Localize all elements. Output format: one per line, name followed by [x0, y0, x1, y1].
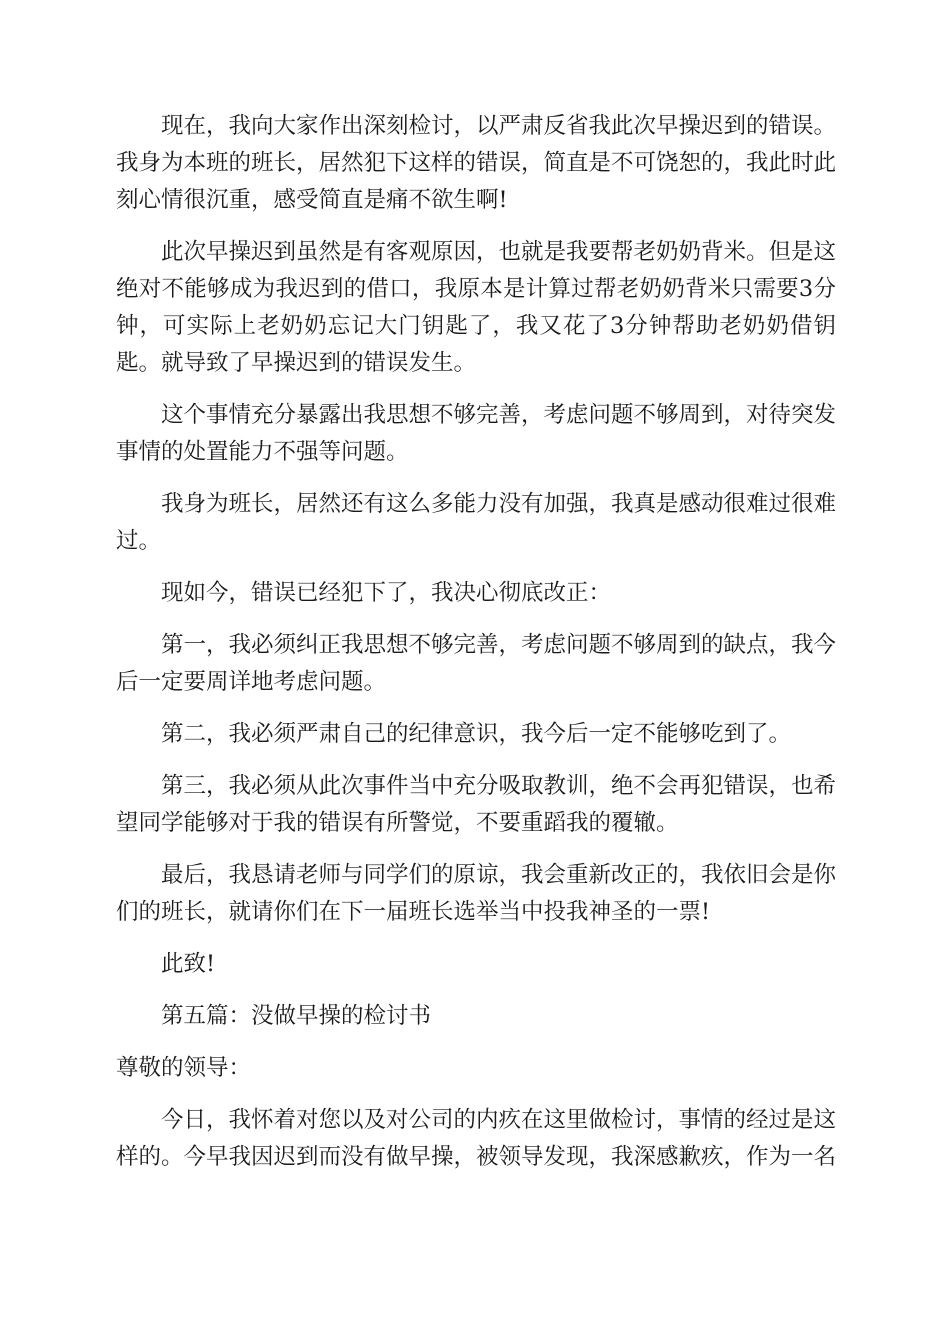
section-heading: 第五篇：没做早操的检讨书	[161, 1003, 432, 1029]
paragraph-resolve: 现如今，错误已经犯下了，我决心彻底改正：	[161, 580, 612, 606]
paragraph-point-one: 第一，我必须纠正我思想不够完善，考虑问题不够周到的缺点，我今后一定要周详地考虑问题。	[116, 632, 837, 695]
paragraph-point-two: 第二，我必须严肃自己的纪律意识，我今后一定不能够吃到了。	[161, 721, 792, 747]
paragraph-reason: 此次早操迟到虽然是有客观原因，也就是我要帮老奶奶背米。但是这绝对不能够成为我迟到的借口，我原本是计算过帮老奶奶背米只需要3分钟，可实际上老奶奶忘记大门钥匙了，我又花了3分钟帮助老奶奶借钥匙。就导致了早操迟到的错误发生。	[116, 239, 837, 376]
paragraph-closing-request: 最后，我恳请老师与同学们的原谅，我会重新改正的，我依旧会是你们的班长，就请你们在下一届班长选举当中投我神圣的一票!	[116, 862, 837, 925]
paragraph-point-three: 第三，我必须从此次事件当中充分吸取教训，绝不会再犯错误，也希望同学能够对于我的错误有所警觉，不要重蹈我的覆辙。	[116, 773, 837, 836]
paragraph-problems: 这个事情充分暴露出我思想不够完善，考虑问题不够周到，对待突发事情的处置能力不强等问题。	[116, 402, 837, 465]
paragraph-monitor-regret: 我身为班长，居然还有这么多能力没有加强，我真是感动很难过很难过。	[116, 491, 837, 554]
salutation: 尊敬的领导：	[116, 1055, 252, 1081]
paragraph-sign-off: 此致!	[161, 951, 216, 977]
paragraph-new-section-body: 今日，我怀着对您以及对公司的内疚在这里做检讨，事情的经过是这样的。今早我因迟到而没有做早操，被领导发现，我深感歉疚，作为一名	[116, 1107, 837, 1170]
document-page	[116, 108, 836, 1191]
paragraph-self-criticism-intro: 现在，我向大家作出深刻检讨，以严肃反省我此次早操迟到的错误。我身为本班的班长，居然犯下这样的错误，简直是不可饶恕的，我此时此刻心情很沉重，感受简直是痛不欲生啊!	[116, 113, 837, 213]
